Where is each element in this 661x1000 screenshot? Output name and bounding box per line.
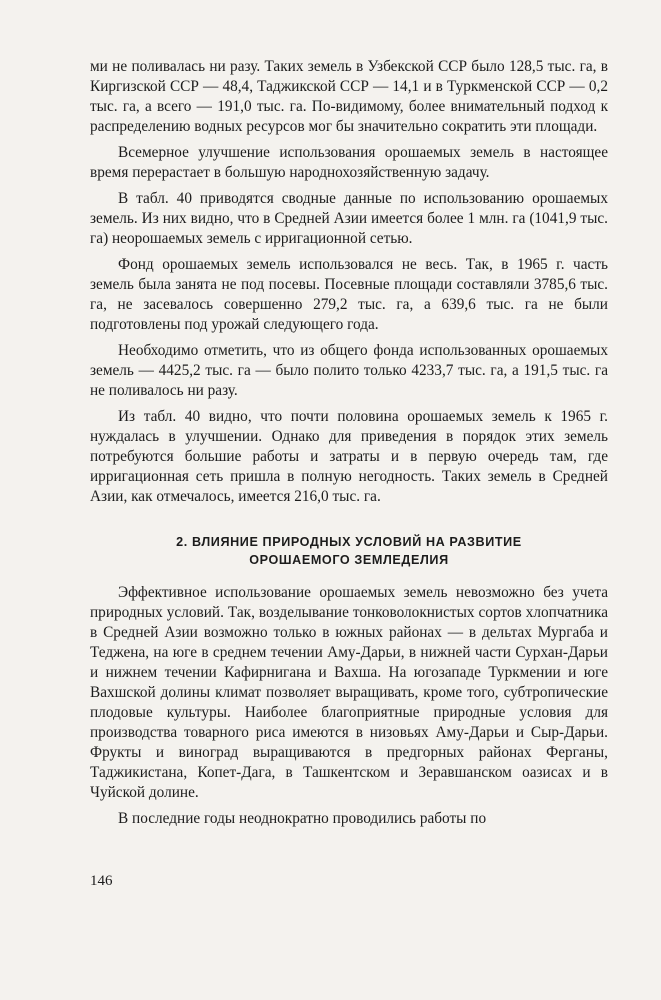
paragraph: В последние годы неоднократно проводились работы по [118, 810, 487, 827]
paragraph: В табл. 40 приводятся сводные данные по использованию орошаемых земель. Из них видно, что в Средней Азии имеется более 1 млн. га (1041,9 тыс. га) неорошаемых земель с ирригационной сетью. [90, 190, 608, 247]
paragraph-continued: ми не поливалась ни разу. Таких земель в Узбекской ССР было 128,5 тыс. га, в Киргизской ССР — 48,4, Таджикской ССР — 14,1 и в Туркменской ССР — 0,2 тыс. га, а всего — 191,0 тыс. га. По-видимому, более внимательный подход к распределению водных ресурсов мог бы значительно сократить эти площади. [90, 58, 608, 135]
paragraph: Эффективное использование орошаемых земель невозможно без учета природных условий. Так, возделывание тонковолокнистых сортов хлопчатника в Средней Азии возможно только в южных районах — в дельтах Мургаба и Теджена, на юге в среднем течении Аму-Дарьи, в нижней части Сурхан-Дарьи и нижнем течении Кафирнигана и Вахша. На югозападе Туркмении и юге Вахшской долины климат позволяет выращивать, кроме того, субтропические плодовые культуры. Наиболее благоприятные природные условия для производства товарного риса имеются в низовьях Аму-Дарьи и Сыр-Дарьи. Фрукты и виноград выращиваются в предгорных районах Ферганы, Таджикистана, Копет-Дага, в Ташкентском и Зеравшанском оазисах и в Чуйской долине. [90, 584, 608, 801]
section-heading [90, 533, 608, 569]
section-heading-line: 2. ВЛИЯНИЕ ПРИРОДНЫХ УСЛОВИЙ НА РАЗВИТИЕ [176, 535, 522, 549]
section-heading-line: ОРОШАЕМОГО ЗЕМЛЕДЕЛИЯ [249, 553, 449, 567]
paragraph: Всемерное улучшение использования орошаемых земель в настоящее время перерастает в большую народнохозяйственную задачу. [90, 144, 608, 181]
paragraph: Из табл. 40 видно, что почти половина орошаемых земель к 1965 г. нуждалась в улучшении. Однако для приведения в порядок этих земель потребуются большие работы и затраты и в первую очередь там, где ирригационная сеть пришла в полную негодность. Таких земель в Средней Азии, как отмечалось, имеется 216,0 тыс. га. [90, 408, 608, 505]
page-number: 146 [90, 873, 113, 889]
paragraph: Необходимо отметить, что из общего фонда использованных орошаемых земель — 4425,2 тыс. га — было полито только 4233,7 тыс. га, а 191,5 тыс. га не поливалось ни разу. [90, 342, 608, 399]
page-text [90, 57, 608, 835]
paragraph: Фонд орошаемых земель использовался не весь. Так, в 1965 г. часть земель была занята не под посевы. Посевные площади составляли 3785,6 тыс. га, не засевалось совершенно 279,2 тыс. га, а 639,6 тыс. га не были подготовлены под урожай следующего года. [90, 256, 608, 333]
